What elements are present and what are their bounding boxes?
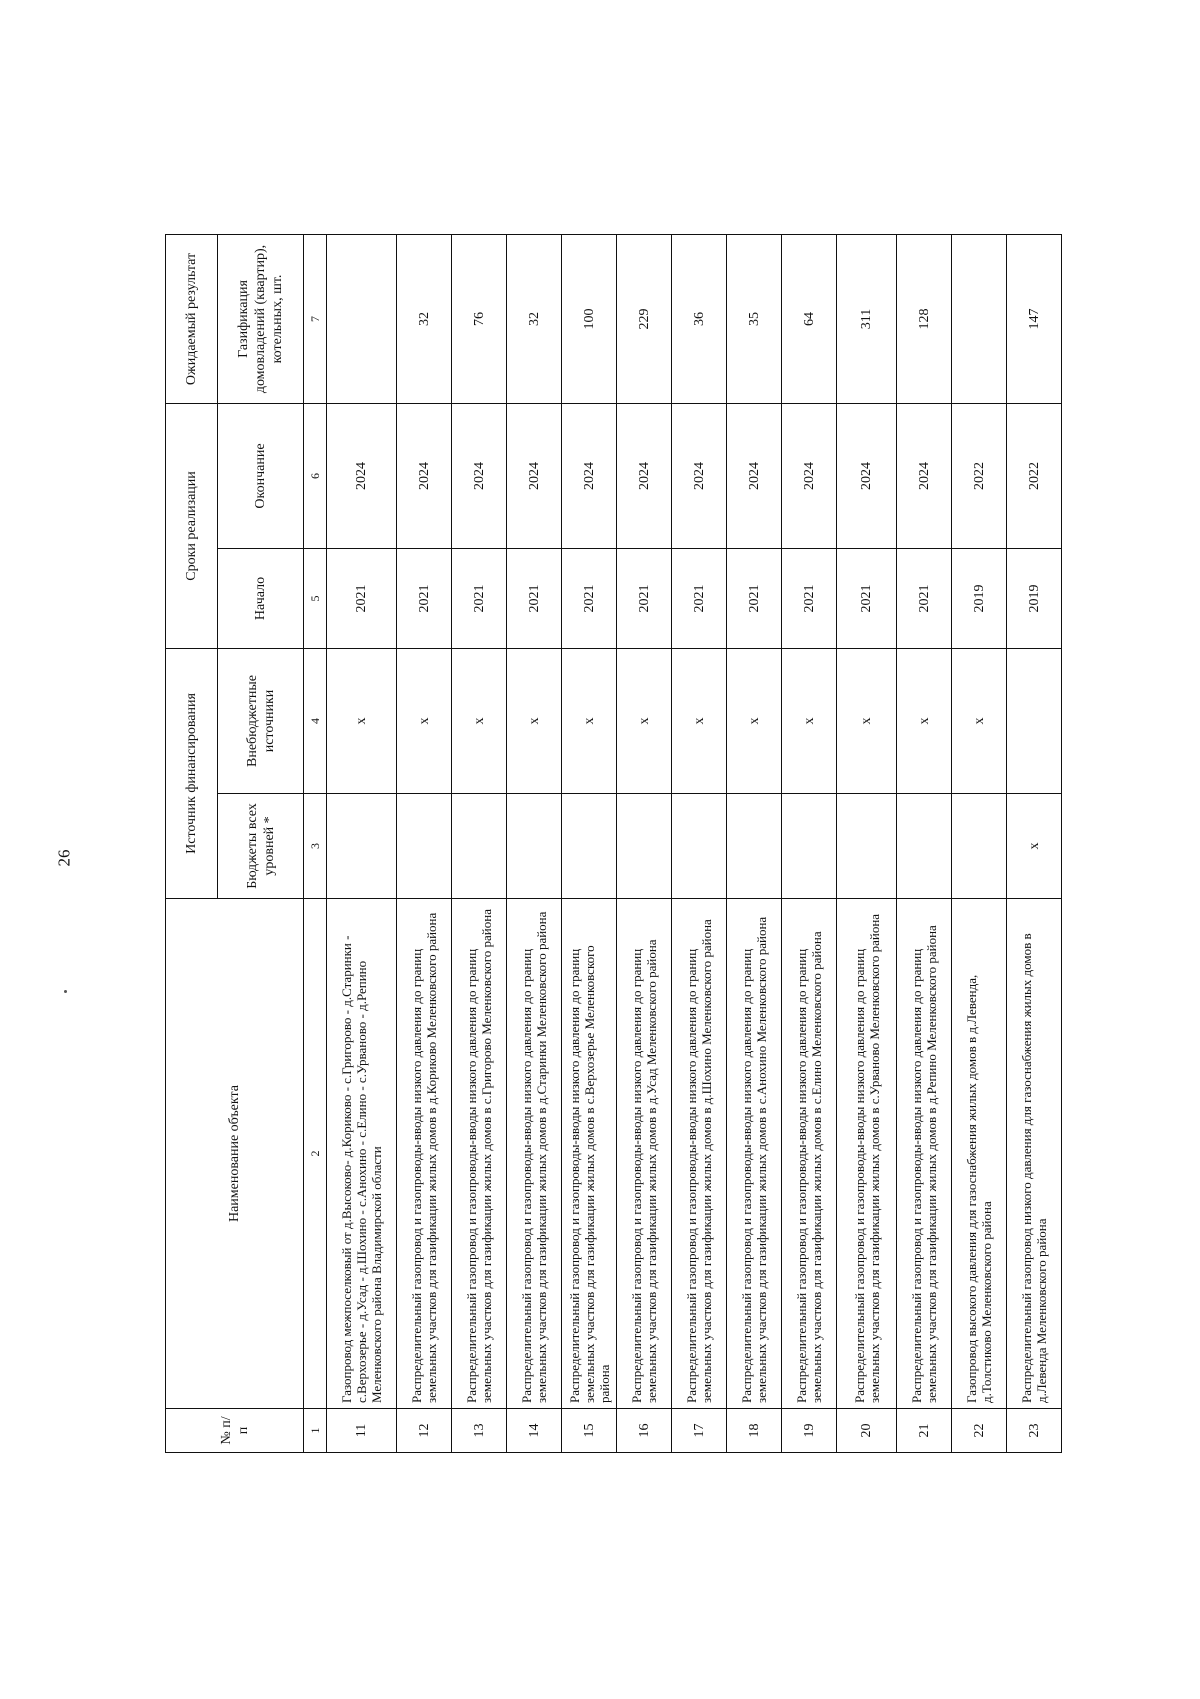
start-year: 2021 [507, 548, 562, 648]
result-count: 36 [672, 234, 727, 403]
end-year: 2024 [782, 403, 837, 548]
budget-mark [837, 794, 897, 899]
row-number: 14 [507, 1409, 562, 1453]
table-row [952, 234, 1007, 1452]
header-result: Газификация домовладений (квартир), котельных, шт. [218, 234, 304, 403]
result-count: 32 [507, 234, 562, 403]
object-name: Газопровод высокого давления для газоснабжения жилых домов в д.Левенда, д.Толстиково Меленковского района [952, 899, 1007, 1409]
object-name: Распределительный газопровод и газопроводы-вводы низкого давления до границ земельных участков для газификации жилых домов в с.Урваново Меленковского района [837, 899, 897, 1409]
start-year: 2021 [782, 548, 837, 648]
object-name: Газопровод межпоселковый от д.Высоково- д.Кориково - с.Григорово - д.Старинки - с.Верхозерье - д.Усад - д.Шохино - с.Анохино - с.Елино - с.Урваново - д.Репино Меленковского района Владимирской области [327, 899, 397, 1409]
extra-budget-mark [1007, 648, 1062, 793]
row-number: 22 [952, 1409, 1007, 1453]
result-count: 147 [1007, 234, 1062, 403]
row-number: 23 [1007, 1409, 1062, 1453]
column-number: 5 [304, 548, 327, 648]
budget-mark [617, 794, 672, 899]
end-year: 2024 [897, 403, 952, 548]
end-year: 2024 [617, 403, 672, 548]
object-name: Распределительный газопровод и газопроводы-вводы низкого давления до границ земельных участков для газификации жилых домов в д.Кориково Меленковского района [397, 899, 452, 1409]
start-year: 2021 [452, 548, 507, 648]
table-row [562, 234, 617, 1452]
header-result-group: Ожидаемый результат [166, 234, 218, 403]
result-count: 128 [897, 234, 952, 403]
budget-mark [562, 794, 617, 899]
object-name: Распределительный газопровод и газопроводы-вводы низкого давления до границ земельных участков для газификации жилых домов в с.Анохино Меленковского района [727, 899, 782, 1409]
row-number: 16 [617, 1409, 672, 1453]
extra-budget-mark: х [952, 648, 1007, 793]
start-year: 2021 [617, 548, 672, 648]
result-count: 229 [617, 234, 672, 403]
extra-budget-mark: х [897, 648, 952, 793]
extra-budget-mark: х [452, 648, 507, 793]
column-number: 2 [304, 899, 327, 1409]
end-year: 2022 [952, 403, 1007, 548]
budget-mark [952, 794, 1007, 899]
table-row [672, 234, 727, 1452]
object-name: Распределительный газопровод и газопроводы-вводы низкого давления до границ земельных участков для газификации жилых домов в д.Репино Меленковского района [897, 899, 952, 1409]
start-year: 2021 [562, 548, 617, 648]
table-row [782, 234, 837, 1452]
extra-budget-mark: х [562, 648, 617, 793]
budget-mark [782, 794, 837, 899]
budget-mark [507, 794, 562, 899]
row-number: 15 [562, 1409, 617, 1453]
header-budget: Бюджеты всех уровней * [218, 794, 304, 899]
table-row [617, 234, 672, 1452]
result-count: 32 [397, 234, 452, 403]
column-number: 1 [304, 1409, 327, 1453]
header-end: Окончание [218, 403, 304, 548]
result-count: 76 [452, 234, 507, 403]
start-year: 2021 [727, 548, 782, 648]
extra-budget-mark: х [837, 648, 897, 793]
start-year: 2021 [897, 548, 952, 648]
budget-mark: х [1007, 794, 1062, 899]
rotated-table-sheet [165, 235, 1049, 1453]
table-row [397, 234, 452, 1452]
scan-speck [64, 990, 67, 993]
object-name: Распределительный газопровод и газопроводы-вводы низкого давления до границ земельных участков для газификации жилых домов в с.Верхозерье Меленковского района [562, 899, 617, 1409]
table-row [727, 234, 782, 1452]
end-year: 2024 [327, 403, 397, 548]
object-name: Распределительный газопровод и газопроводы-вводы низкого давления до границ земельных участков для газификации жилых домов в д.Старинки Меленковского района [507, 899, 562, 1409]
table-row [507, 234, 562, 1452]
header-start: Начало [218, 548, 304, 648]
end-year: 2024 [727, 403, 782, 548]
table-row [897, 234, 952, 1452]
object-name: Распределительный газопровод и газопроводы-вводы низкого давления до границ земельных участков для газификации жилых домов в с.Григорово Меленковского района [452, 899, 507, 1409]
end-year: 2024 [397, 403, 452, 548]
end-year: 2024 [452, 403, 507, 548]
row-number: 11 [327, 1409, 397, 1453]
end-year: 2024 [562, 403, 617, 548]
result-count: 35 [727, 234, 782, 403]
budget-mark [672, 794, 727, 899]
extra-budget-mark: х [507, 648, 562, 793]
start-year: 2021 [327, 548, 397, 648]
budget-mark [397, 794, 452, 899]
extra-budget-mark: х [617, 648, 672, 793]
end-year: 2024 [507, 403, 562, 548]
column-number: 3 [304, 794, 327, 899]
row-number: 17 [672, 1409, 727, 1453]
extra-budget-mark: х [672, 648, 727, 793]
extra-budget-mark: х [327, 648, 397, 793]
object-name: Распределительный газопровод низкого давления для газоснабжения жилых домов в д.Левенда Меленковского района [1007, 899, 1062, 1409]
row-number: 20 [837, 1409, 897, 1453]
object-name: Распределительный газопровод и газопроводы-вводы низкого давления до границ земельных участков для газификации жилых домов в с.Елино Меленковского района [782, 899, 837, 1409]
result-count [952, 234, 1007, 403]
table-row [452, 234, 507, 1452]
object-name: Распределительный газопровод и газопроводы-вводы низкого давления до границ земельных участков для газификации жилых домов в д.Шохино Меленковского района [672, 899, 727, 1409]
row-number: 19 [782, 1409, 837, 1453]
budget-mark [327, 794, 397, 899]
object-name: Распределительный газопровод и газопроводы-вводы низкого давления до границ земельных участков для газификации жилых домов в д.Усад Меленковского района [617, 899, 672, 1409]
table-row [1007, 234, 1062, 1452]
end-year: 2024 [672, 403, 727, 548]
result-count: 64 [782, 234, 837, 403]
page-number: 26 [54, 849, 73, 867]
column-number-row [304, 234, 327, 1452]
extra-budget-mark: х [727, 648, 782, 793]
start-year: 2021 [397, 548, 452, 648]
start-year: 2019 [1007, 548, 1062, 648]
gas-objects-table [165, 234, 1062, 1453]
row-number: 13 [452, 1409, 507, 1453]
table-row [837, 234, 897, 1452]
start-year: 2021 [837, 548, 897, 648]
header-name: Наименование объекта [166, 899, 304, 1409]
column-number: 4 [304, 648, 327, 793]
budget-mark [897, 794, 952, 899]
header-extra-budget: Внебюджетные источники [218, 648, 304, 793]
result-count [327, 234, 397, 403]
start-year: 2019 [952, 548, 1007, 648]
column-number: 7 [304, 234, 327, 403]
end-year: 2022 [1007, 403, 1062, 548]
budget-mark [452, 794, 507, 899]
extra-budget-mark: х [397, 648, 452, 793]
result-count: 100 [562, 234, 617, 403]
column-number: 6 [304, 403, 327, 548]
end-year: 2024 [837, 403, 897, 548]
extra-budget-mark: х [782, 648, 837, 793]
row-number: 18 [727, 1409, 782, 1453]
result-count: 311 [837, 234, 897, 403]
header-financing: Источник финансирования [166, 648, 218, 898]
start-year: 2021 [672, 548, 727, 648]
table-row [327, 234, 397, 1452]
header-num: № п/п [166, 1409, 304, 1453]
row-number: 12 [397, 1409, 452, 1453]
header-terms: Сроки реализации [166, 403, 218, 648]
row-number: 21 [897, 1409, 952, 1453]
budget-mark [727, 794, 782, 899]
